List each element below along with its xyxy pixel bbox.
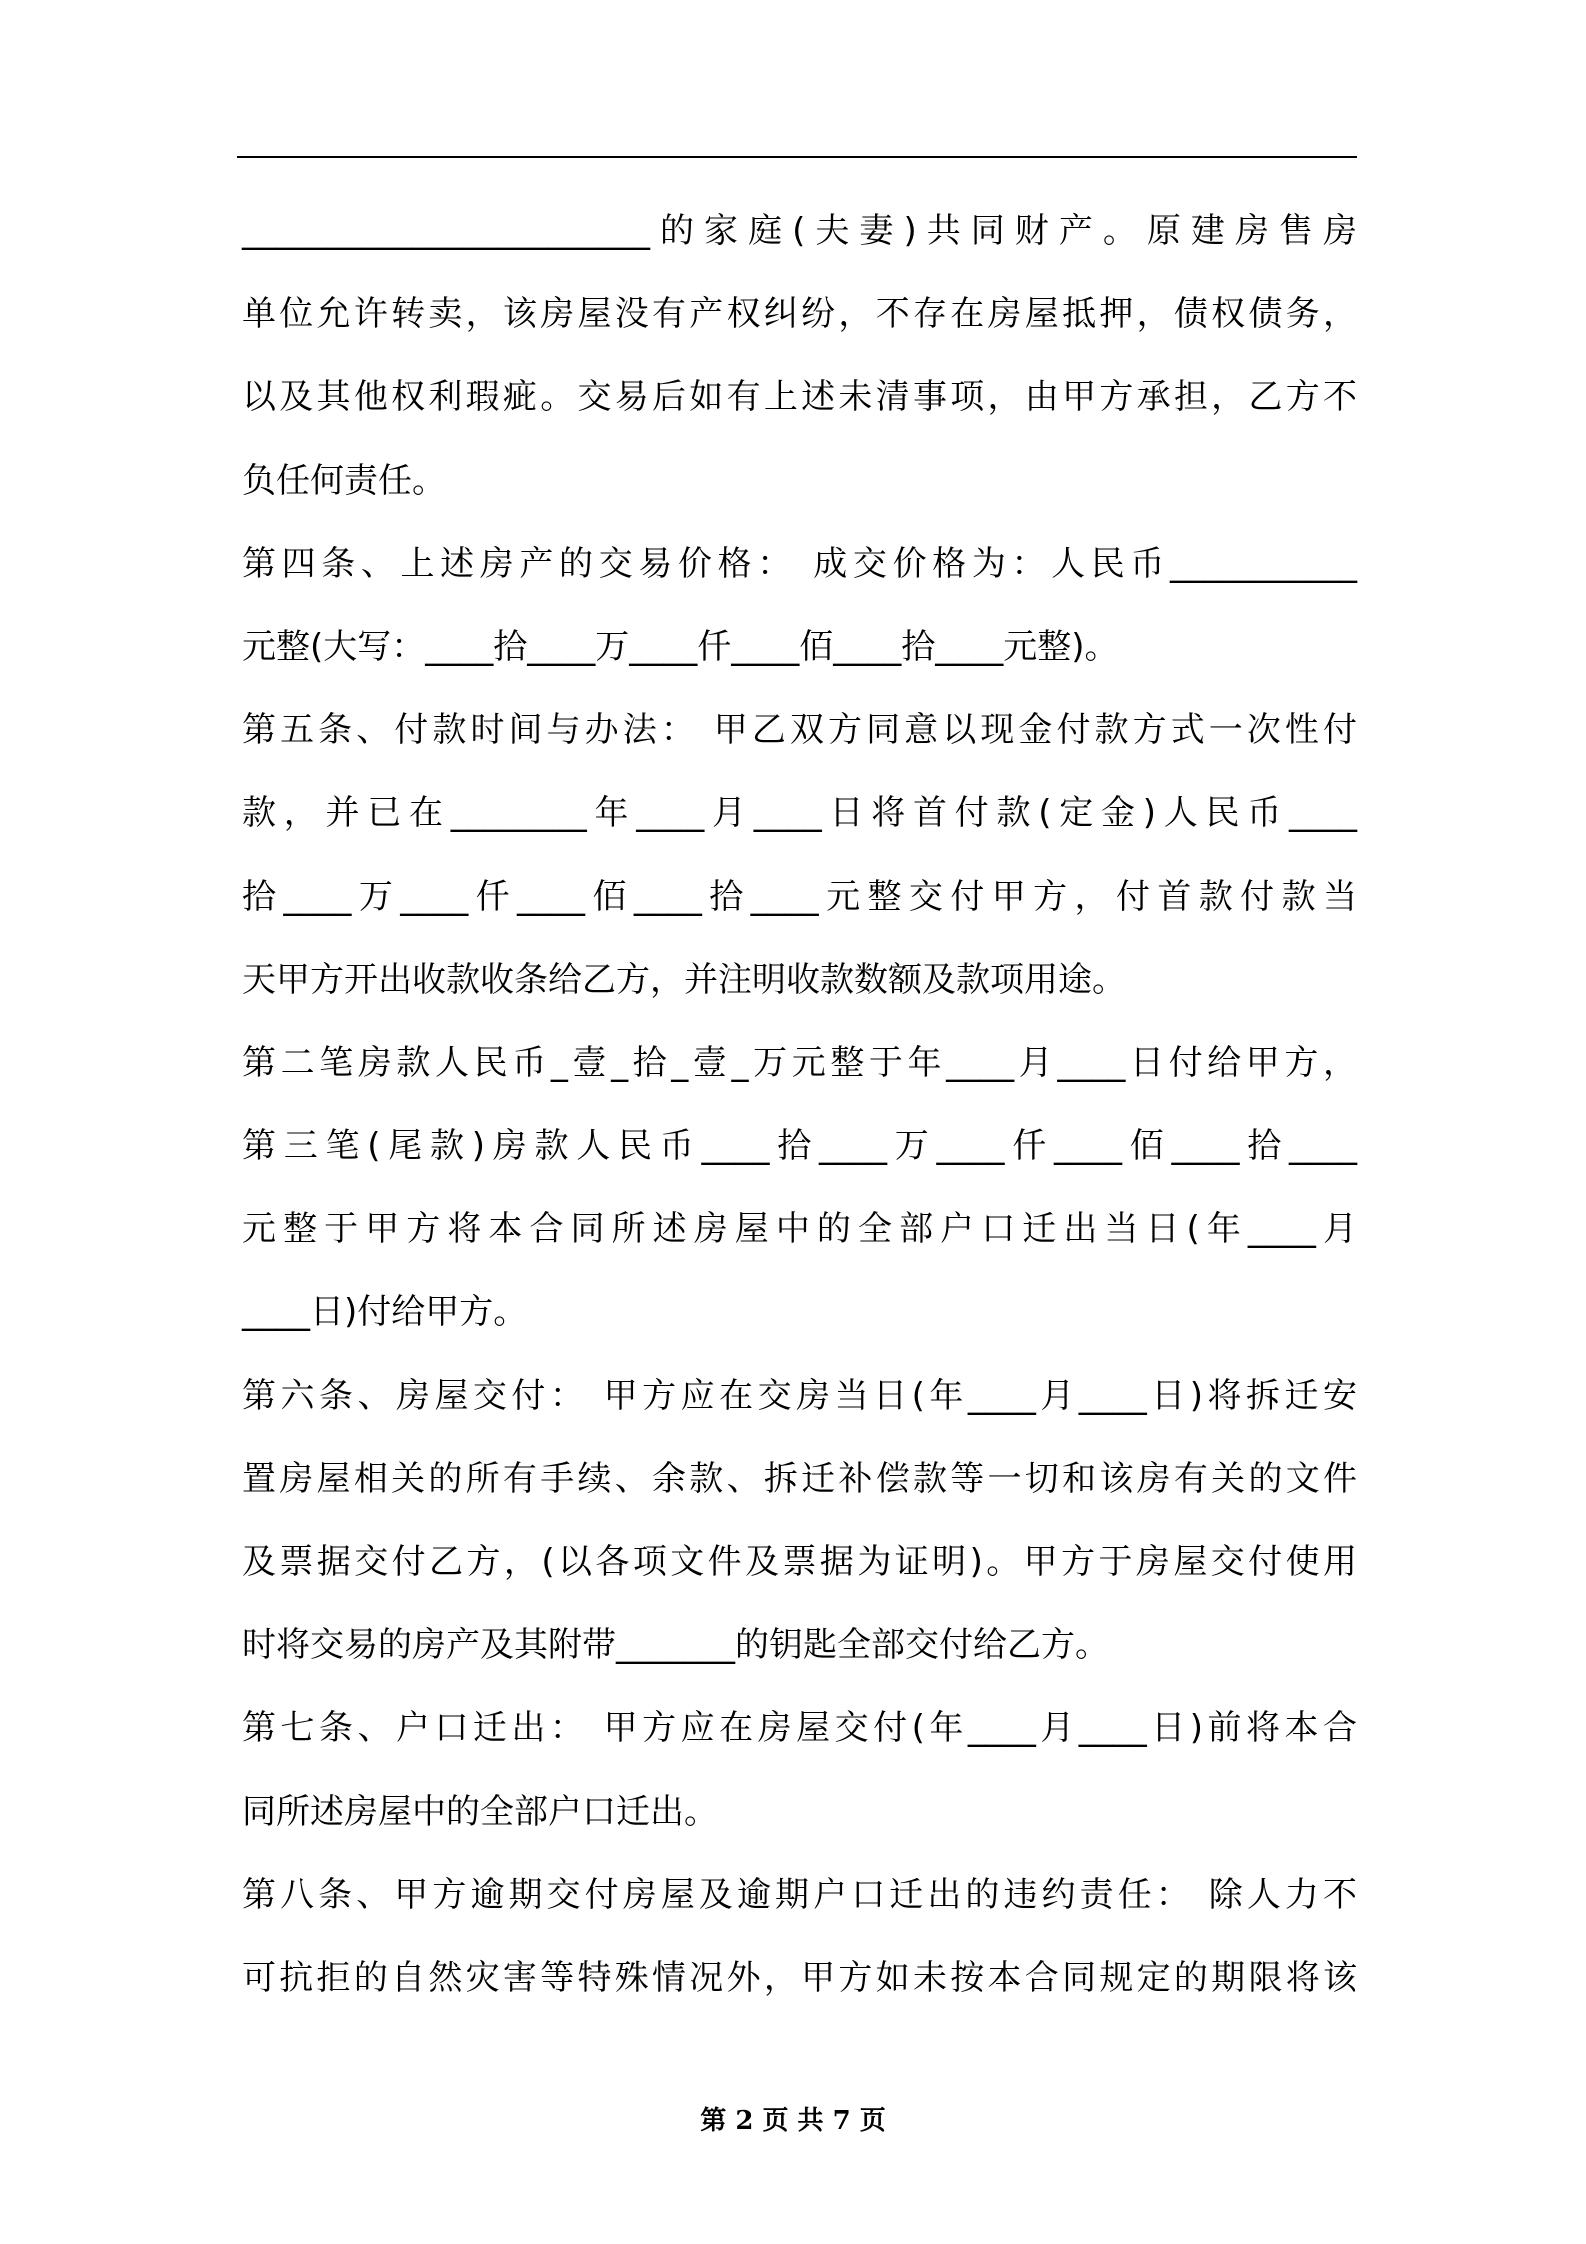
text-line: 元整于甲方将本合同所述房屋中的全部户口迁出当日(年____月 [242,1209,1357,1250]
contract-body [242,190,1357,2020]
text-line: 负任何责任。 [242,460,446,501]
article-7-line: 第七条、户口迁出： 甲方应在房屋交付(年____月____日)前将本合 [242,1708,1357,1749]
text-line: 天甲方开出收款收条给乙方，并注明收款数额及款项用途。 [242,959,1126,1000]
header-rule [237,156,1357,158]
text-line: ________________________的家庭(夫妻)共同财产。原建房售房 [242,211,1357,251]
page-number-footer: 第 2 页 共 7 页 [700,2106,886,2136]
text-line: 置房屋相关的所有手续、余款、拆迁补偿款等一切和该房有关的文件 [242,1458,1357,1499]
article-4-line: 第四条、上述房产的交易价格： 成交价格为：人民币___________ [242,543,1357,584]
text-line: 及票据交付乙方，(以各项文件及票据为证明)。甲方于房屋交付使用 [242,1542,1357,1582]
text-line: 拾____万____仟____佰____拾____元整交付甲方，付首款付款当 [242,876,1357,917]
third-payment-line: 第三笔(尾款)房款人民币____拾____万____仟____佰____拾____ [242,1126,1357,1167]
article-8-line: 第八条、甲方逾期交付房屋及逾期户口迁出的违约责任： 除人力不 [242,1874,1357,1915]
second-payment-line: 第二笔房款人民币_壹_拾_壹_万元整于年____月____日付给甲方， [242,1042,1357,1083]
text-line: 元整(大写：____拾____万____仟____佰____拾____元整)。 [242,626,1119,667]
text-line: ____日)付给甲方。 [242,1292,528,1333]
article-5-line: 第五条、付款时间与办法： 甲乙双方同意以现金付款方式一次性付 [242,710,1357,751]
article-6-line: 第六条、房屋交付： 甲方应在交房当日(年____月____日)将拆迁安 [242,1375,1357,1416]
text-line: 单位允许转卖，该房屋没有产权纠纷，不存在房屋抵押，债权债务， [242,294,1357,335]
text-line: 时将交易的房产及其附带_______的钥匙全部交付给乙方。 [242,1625,1109,1666]
text-line: 款，并已在________年____月____日将首付款(定金)人民币____ [242,793,1357,834]
text-line: 可抗拒的自然灾害等特殊情况外，甲方如未按本合同规定的期限将该 [242,1957,1357,1998]
text-line: 以及其他权利瑕疵。交易后如有上述未清事项，由甲方承担，乙方不 [242,377,1357,418]
text-line: 同所述房屋中的全部户口迁出。 [242,1791,718,1832]
